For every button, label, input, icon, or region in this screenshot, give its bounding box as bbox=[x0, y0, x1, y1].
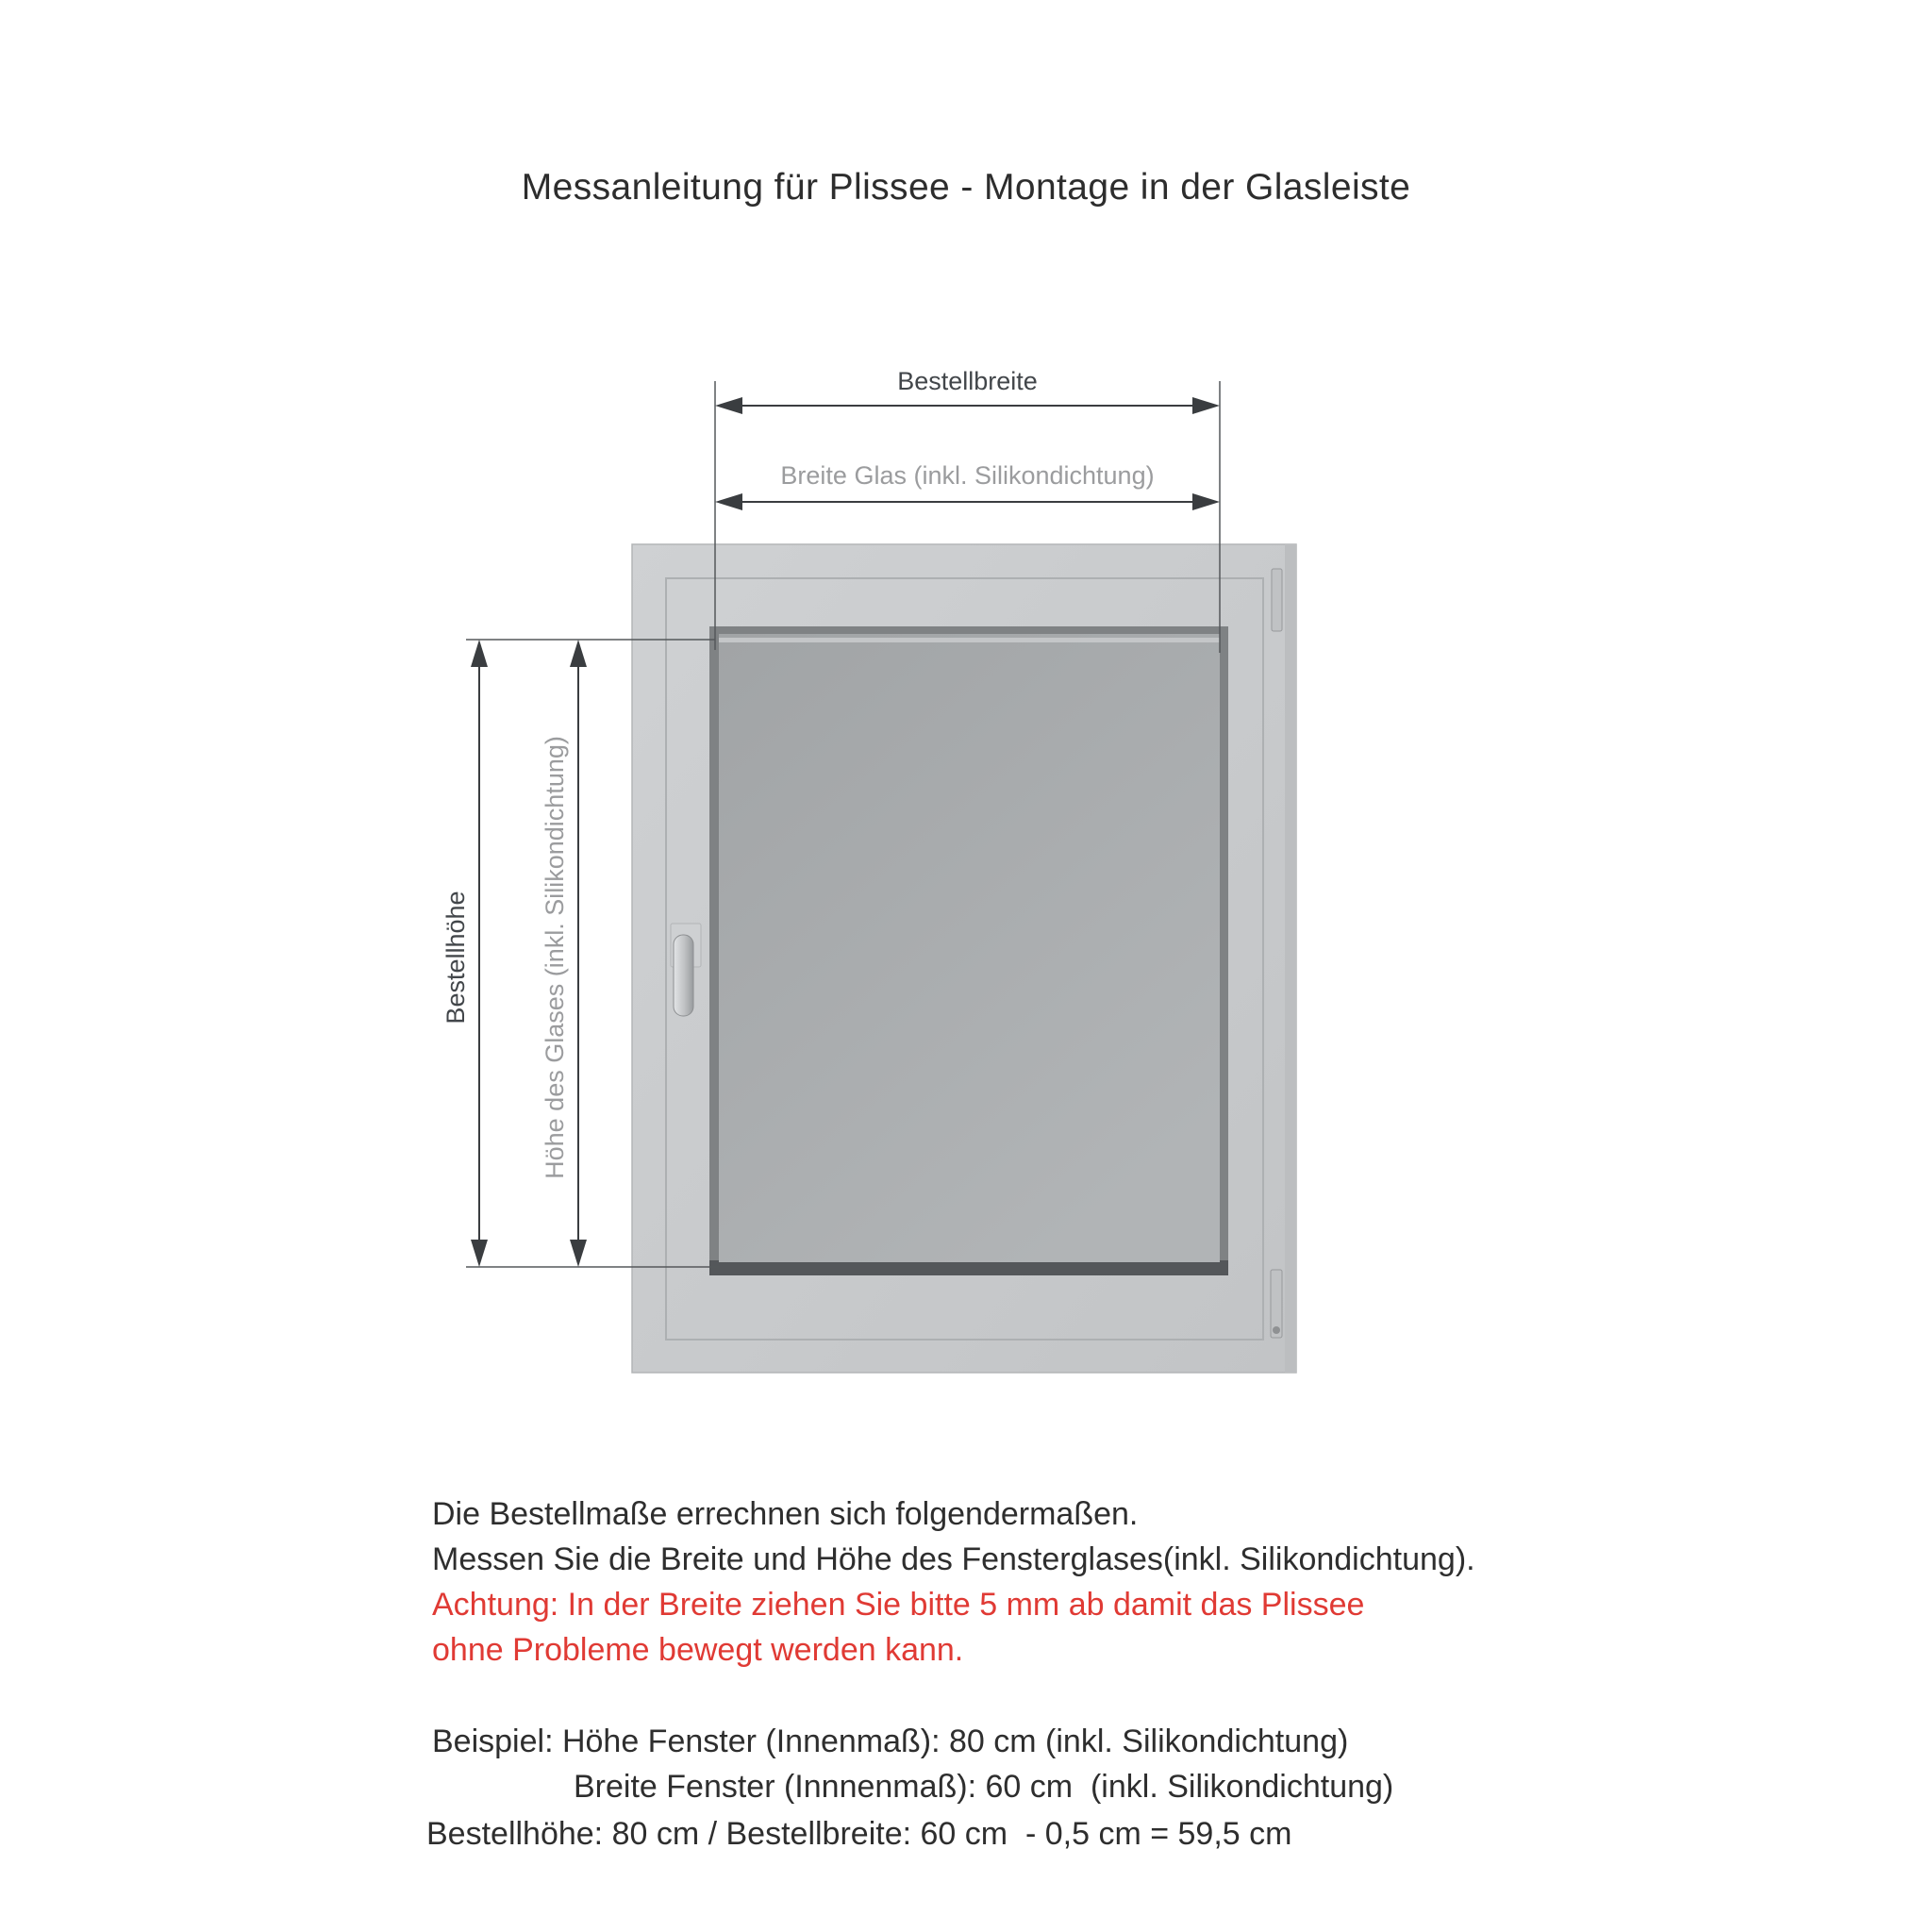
page-title: Messanleitung für Plissee - Montage in der Glasleiste bbox=[521, 167, 1411, 208]
example-line-1: Beispiel: Höhe Fenster (Innenmaß): 80 cm (inkl. Silikondichtung) bbox=[432, 1724, 1349, 1759]
hinge-top bbox=[1272, 569, 1282, 631]
order-height-arrow bbox=[471, 640, 488, 1267]
window-frame-edge bbox=[1285, 544, 1296, 1373]
warning-line-1: Achtung: In der Breite ziehen Sie bitte 5 mm ab damit das Plissee bbox=[432, 1587, 1365, 1623]
window-glass bbox=[719, 634, 1220, 1262]
order-width-arrow bbox=[715, 397, 1220, 414]
glass-height-arrow bbox=[570, 640, 587, 1267]
glass-seal-strip bbox=[719, 638, 1220, 642]
order-width-label: Bestellbreite bbox=[897, 367, 1038, 395]
instruction-line-2: Messen Sie die Breite und Höhe des Fensterglases(inkl. Silikondichtung). bbox=[432, 1541, 1475, 1577]
glass-width-label: Breite Glas (inkl. Silikondichtung) bbox=[780, 461, 1155, 490]
example-line-3: Bestellhöhe: 80 cm / Bestellbreite: 60 cm - 0,5 cm = 59,5 cm bbox=[426, 1816, 1292, 1852]
example-line-2: Breite Fenster (Innnenmaß): 60 cm (inkl. Silikondichtung) bbox=[574, 1769, 1394, 1805]
glass-width-arrow bbox=[715, 493, 1220, 510]
warning-line-2: ohne Probleme bewegt werden kann. bbox=[432, 1632, 964, 1668]
window-handle-grip bbox=[674, 935, 693, 1016]
instruction-line-1: Die Bestellmaße errechnen sich folgendermaßen. bbox=[432, 1496, 1139, 1532]
hinge-bottom bbox=[1271, 1270, 1282, 1338]
order-height-label: Bestellhöhe bbox=[441, 891, 470, 1024]
glass-height-label: Höhe des Glases (inkl. Silikondichtung) bbox=[541, 736, 569, 1179]
glass-bevel-bottom bbox=[709, 1260, 1228, 1275]
